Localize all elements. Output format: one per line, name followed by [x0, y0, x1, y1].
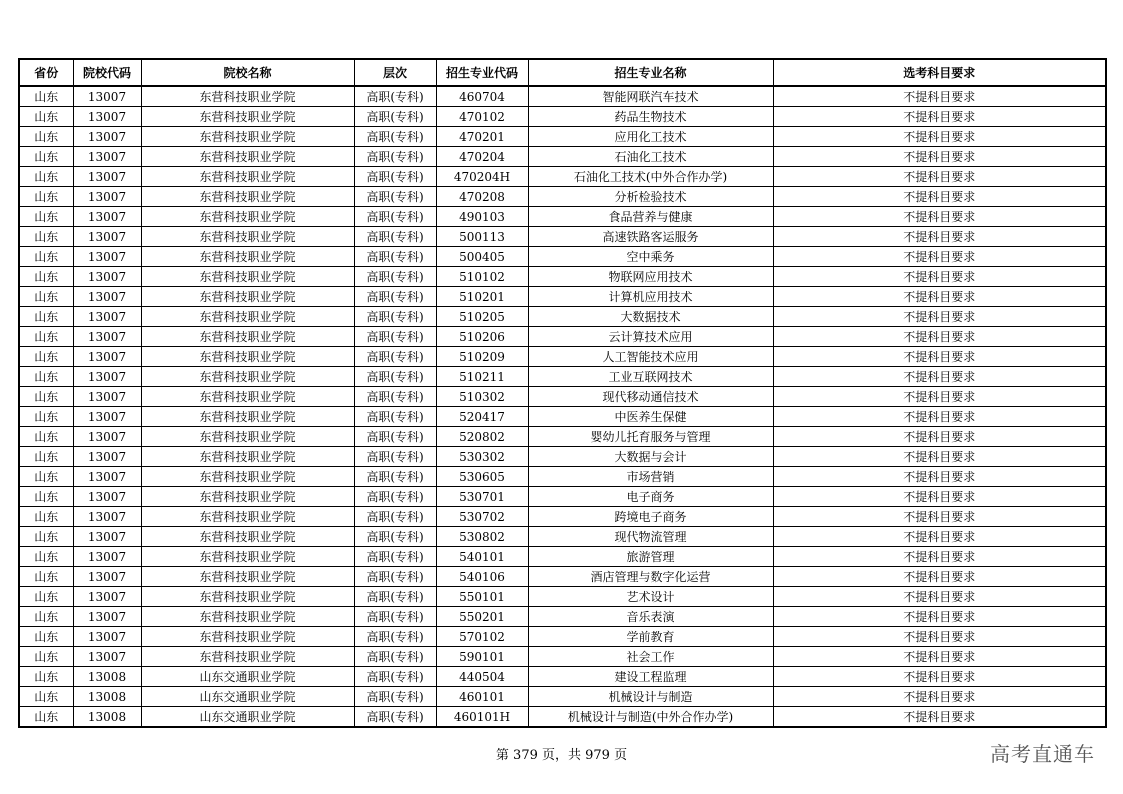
- cell-major-code: 530701: [436, 487, 528, 507]
- cell-school-code: 13007: [73, 347, 141, 367]
- table-row: [19, 527, 1106, 547]
- cell-school-code: 13007: [73, 507, 141, 527]
- cell-level: 高职(专科): [354, 467, 436, 487]
- cell-subject-requirement: 不提科目要求: [773, 607, 1106, 627]
- cell-level: 高职(专科): [354, 447, 436, 467]
- cell-province: 山东: [19, 507, 73, 527]
- cell-subject-requirement: 不提科目要求: [773, 307, 1106, 327]
- cell-school-code: 13007: [73, 387, 141, 407]
- cell-level: 高职(专科): [354, 607, 436, 627]
- cell-province: 山东: [19, 667, 73, 687]
- cell-school-code: 13007: [73, 207, 141, 227]
- cell-subject-requirement: 不提科目要求: [773, 407, 1106, 427]
- cell-subject-requirement: 不提科目要求: [773, 327, 1106, 347]
- table-row: [19, 86, 1106, 107]
- cell-school-name: 东营科技职业学院: [141, 627, 354, 647]
- cell-major-code: 470204: [436, 147, 528, 167]
- cell-major-code: 530605: [436, 467, 528, 487]
- cell-major-code: 510206: [436, 327, 528, 347]
- header-school-name: 院校名称: [141, 59, 354, 86]
- cell-level: 高职(专科): [354, 327, 436, 347]
- cell-school-name: 东营科技职业学院: [141, 147, 354, 167]
- table-row: [19, 547, 1106, 567]
- cell-level: 高职(专科): [354, 687, 436, 707]
- cell-level: 高职(专科): [354, 527, 436, 547]
- cell-province: 山东: [19, 267, 73, 287]
- cell-province: 山东: [19, 287, 73, 307]
- cell-subject-requirement: 不提科目要求: [773, 147, 1106, 167]
- table-row: [19, 367, 1106, 387]
- watermark-text: 高考直通车: [990, 742, 1095, 766]
- cell-province: 山东: [19, 187, 73, 207]
- cell-school-name: 山东交通职业学院: [141, 667, 354, 687]
- cell-school-code: 13007: [73, 567, 141, 587]
- cell-subject-requirement: 不提科目要求: [773, 187, 1106, 207]
- cell-province: 山东: [19, 487, 73, 507]
- table-row: [19, 407, 1106, 427]
- cell-major-name: 旅游管理: [528, 547, 773, 567]
- cell-level: 高职(专科): [354, 187, 436, 207]
- cell-school-code: 13007: [73, 227, 141, 247]
- cell-level: 高职(专科): [354, 627, 436, 647]
- cell-subject-requirement: 不提科目要求: [773, 387, 1106, 407]
- cell-province: 山东: [19, 607, 73, 627]
- cell-level: 高职(专科): [354, 647, 436, 667]
- cell-school-code: 13008: [73, 667, 141, 687]
- cell-school-code: 13007: [73, 86, 141, 107]
- cell-school-code: 13007: [73, 547, 141, 567]
- cell-major-name: 大数据技术: [528, 307, 773, 327]
- cell-major-code: 500405: [436, 247, 528, 267]
- cell-school-name: 东营科技职业学院: [141, 86, 354, 107]
- cell-school-name: 东营科技职业学院: [141, 287, 354, 307]
- cell-subject-requirement: 不提科目要求: [773, 287, 1106, 307]
- cell-major-code: 510302: [436, 387, 528, 407]
- table-row: [19, 567, 1106, 587]
- cell-major-name: 酒店管理与数字化运营: [528, 567, 773, 587]
- cell-level: 高职(专科): [354, 367, 436, 387]
- cell-major-name: 市场营销: [528, 467, 773, 487]
- table-row: [19, 287, 1106, 307]
- cell-major-code: 520802: [436, 427, 528, 447]
- cell-province: 山东: [19, 567, 73, 587]
- cell-major-code: 510209: [436, 347, 528, 367]
- cell-school-name: 东营科技职业学院: [141, 387, 354, 407]
- table-row: [19, 227, 1106, 247]
- header-school-code: 院校代码: [73, 59, 141, 86]
- cell-province: 山东: [19, 587, 73, 607]
- cell-major-code: 490103: [436, 207, 528, 227]
- cell-major-code: 550201: [436, 607, 528, 627]
- cell-school-name: 东营科技职业学院: [141, 427, 354, 447]
- table-row: [19, 147, 1106, 167]
- cell-province: 山东: [19, 127, 73, 147]
- cell-school-name: 东营科技职业学院: [141, 367, 354, 387]
- cell-major-name: 物联网应用技术: [528, 267, 773, 287]
- cell-level: 高职(专科): [354, 547, 436, 567]
- cell-school-code: 13007: [73, 647, 141, 667]
- cell-major-code: 440504: [436, 667, 528, 687]
- table-row: [19, 707, 1106, 728]
- cell-level: 高职(专科): [354, 287, 436, 307]
- table-row: [19, 487, 1106, 507]
- cell-school-code: 13007: [73, 427, 141, 447]
- header-major-name: 招生专业名称: [528, 59, 773, 86]
- cell-province: 山东: [19, 247, 73, 267]
- cell-subject-requirement: 不提科目要求: [773, 547, 1106, 567]
- cell-subject-requirement: 不提科目要求: [773, 567, 1106, 587]
- cell-school-name: 东营科技职业学院: [141, 307, 354, 327]
- cell-province: 山东: [19, 207, 73, 227]
- cell-school-name: 东营科技职业学院: [141, 167, 354, 187]
- table-row: [19, 267, 1106, 287]
- cell-school-code: 13007: [73, 447, 141, 467]
- table-row: [19, 107, 1106, 127]
- cell-major-code: 520417: [436, 407, 528, 427]
- cell-level: 高职(专科): [354, 207, 436, 227]
- cell-major-code: 510102: [436, 267, 528, 287]
- cell-school-code: 13007: [73, 407, 141, 427]
- cell-school-code: 13008: [73, 707, 141, 728]
- cell-province: 山东: [19, 86, 73, 107]
- cell-level: 高职(专科): [354, 86, 436, 107]
- cell-province: 山东: [19, 647, 73, 667]
- cell-subject-requirement: 不提科目要求: [773, 647, 1106, 667]
- cell-province: 山东: [19, 427, 73, 447]
- table-row: [19, 447, 1106, 467]
- cell-school-name: 东营科技职业学院: [141, 587, 354, 607]
- cell-school-name: 东营科技职业学院: [141, 567, 354, 587]
- cell-major-name: 应用化工技术: [528, 127, 773, 147]
- cell-major-name: 智能网联汽车技术: [528, 86, 773, 107]
- cell-school-code: 13007: [73, 127, 141, 147]
- cell-major-name: 电子商务: [528, 487, 773, 507]
- cell-major-name: 计算机应用技术: [528, 287, 773, 307]
- cell-major-code: 470201: [436, 127, 528, 147]
- cell-subject-requirement: 不提科目要求: [773, 667, 1106, 687]
- cell-province: 山东: [19, 227, 73, 247]
- cell-major-name: 现代移动通信技术: [528, 387, 773, 407]
- cell-school-name: 东营科技职业学院: [141, 327, 354, 347]
- table-row: [19, 307, 1106, 327]
- cell-province: 山东: [19, 547, 73, 567]
- cell-level: 高职(专科): [354, 667, 436, 687]
- cell-major-code: 460704: [436, 86, 528, 107]
- cell-school-code: 13007: [73, 487, 141, 507]
- cell-major-name: 人工智能技术应用: [528, 347, 773, 367]
- cell-level: 高职(专科): [354, 107, 436, 127]
- cell-province: 山东: [19, 527, 73, 547]
- cell-major-code: 550101: [436, 587, 528, 607]
- cell-school-code: 13007: [73, 287, 141, 307]
- cell-province: 山东: [19, 367, 73, 387]
- cell-subject-requirement: 不提科目要求: [773, 427, 1106, 447]
- cell-major-name: 分析检验技术: [528, 187, 773, 207]
- table-row: [19, 387, 1106, 407]
- cell-subject-requirement: 不提科目要求: [773, 587, 1106, 607]
- cell-school-code: 13007: [73, 147, 141, 167]
- header-level: 层次: [354, 59, 436, 86]
- cell-major-name: 食品营养与健康: [528, 207, 773, 227]
- cell-major-code: 470102: [436, 107, 528, 127]
- cell-major-name: 机械设计与制造: [528, 687, 773, 707]
- cell-school-name: 东营科技职业学院: [141, 407, 354, 427]
- cell-province: 山东: [19, 467, 73, 487]
- cell-subject-requirement: 不提科目要求: [773, 207, 1106, 227]
- cell-major-code: 530802: [436, 527, 528, 547]
- table-row: [19, 607, 1106, 627]
- table-row: [19, 167, 1106, 187]
- cell-major-name: 大数据与会计: [528, 447, 773, 467]
- table-header: [19, 59, 1106, 86]
- cell-major-code: 530702: [436, 507, 528, 527]
- cell-subject-requirement: 不提科目要求: [773, 467, 1106, 487]
- cell-level: 高职(专科): [354, 167, 436, 187]
- cell-major-name: 石油化工技术(中外合作办学): [528, 167, 773, 187]
- cell-major-name: 现代物流管理: [528, 527, 773, 547]
- cell-school-name: 东营科技职业学院: [141, 647, 354, 667]
- table-row: [19, 687, 1106, 707]
- cell-major-code: 510201: [436, 287, 528, 307]
- cell-major-name: 婴幼儿托育服务与管理: [528, 427, 773, 447]
- header-subject-requirement: 选考科目要求: [773, 59, 1106, 86]
- cell-school-code: 13007: [73, 627, 141, 647]
- cell-province: 山东: [19, 627, 73, 647]
- cell-school-code: 13007: [73, 307, 141, 327]
- cell-school-name: 东营科技职业学院: [141, 467, 354, 487]
- cell-level: 高职(专科): [354, 147, 436, 167]
- cell-school-name: 山东交通职业学院: [141, 707, 354, 728]
- cell-major-name: 药品生物技术: [528, 107, 773, 127]
- cell-school-code: 13007: [73, 187, 141, 207]
- cell-subject-requirement: 不提科目要求: [773, 167, 1106, 187]
- cell-major-code: 470204H: [436, 167, 528, 187]
- cell-school-name: 东营科技职业学院: [141, 487, 354, 507]
- cell-school-code: 13007: [73, 607, 141, 627]
- cell-school-name: 东营科技职业学院: [141, 187, 354, 207]
- cell-major-name: 建设工程监理: [528, 667, 773, 687]
- cell-subject-requirement: 不提科目要求: [773, 127, 1106, 147]
- cell-level: 高职(专科): [354, 587, 436, 607]
- cell-subject-requirement: 不提科目要求: [773, 347, 1106, 367]
- cell-major-name: 学前教育: [528, 627, 773, 647]
- cell-major-code: 500113: [436, 227, 528, 247]
- cell-school-code: 13007: [73, 587, 141, 607]
- cell-subject-requirement: 不提科目要求: [773, 447, 1106, 467]
- cell-level: 高职(专科): [354, 387, 436, 407]
- cell-school-name: 东营科技职业学院: [141, 107, 354, 127]
- cell-major-code: 590101: [436, 647, 528, 667]
- cell-province: 山东: [19, 447, 73, 467]
- cell-major-code: 530302: [436, 447, 528, 467]
- cell-school-code: 13008: [73, 687, 141, 707]
- admission-table: [18, 58, 1107, 728]
- cell-school-name: 东营科技职业学院: [141, 347, 354, 367]
- table-row: [19, 647, 1106, 667]
- cell-subject-requirement: 不提科目要求: [773, 507, 1106, 527]
- cell-major-code: 570102: [436, 627, 528, 647]
- cell-level: 高职(专科): [354, 267, 436, 287]
- table-row: [19, 427, 1106, 447]
- cell-level: 高职(专科): [354, 707, 436, 728]
- table-row: [19, 247, 1106, 267]
- cell-subject-requirement: 不提科目要求: [773, 86, 1106, 107]
- cell-province: 山东: [19, 407, 73, 427]
- cell-major-code: 460101: [436, 687, 528, 707]
- table-row: [19, 587, 1106, 607]
- cell-major-name: 社会工作: [528, 647, 773, 667]
- cell-province: 山东: [19, 687, 73, 707]
- cell-province: 山东: [19, 167, 73, 187]
- cell-school-name: 东营科技职业学院: [141, 447, 354, 467]
- cell-school-name: 东营科技职业学院: [141, 507, 354, 527]
- cell-subject-requirement: 不提科目要求: [773, 107, 1106, 127]
- cell-major-name: 云计算技术应用: [528, 327, 773, 347]
- table-body: [19, 86, 1106, 727]
- cell-province: 山东: [19, 147, 73, 167]
- table-row: [19, 467, 1106, 487]
- cell-major-name: 跨境电子商务: [528, 507, 773, 527]
- header-major-code: 招生专业代码: [436, 59, 528, 86]
- cell-school-name: 东营科技职业学院: [141, 547, 354, 567]
- cell-major-name: 石油化工技术: [528, 147, 773, 167]
- cell-major-code: 510211: [436, 367, 528, 387]
- cell-level: 高职(专科): [354, 487, 436, 507]
- cell-major-name: 艺术设计: [528, 587, 773, 607]
- cell-subject-requirement: 不提科目要求: [773, 247, 1106, 267]
- cell-school-code: 13007: [73, 527, 141, 547]
- cell-school-name: 东营科技职业学院: [141, 247, 354, 267]
- cell-school-code: 13007: [73, 327, 141, 347]
- cell-major-name: 中医养生保健: [528, 407, 773, 427]
- cell-school-name: 东营科技职业学院: [141, 207, 354, 227]
- cell-province: 山东: [19, 307, 73, 327]
- cell-province: 山东: [19, 107, 73, 127]
- cell-province: 山东: [19, 327, 73, 347]
- cell-school-code: 13007: [73, 107, 141, 127]
- cell-school-name: 东营科技职业学院: [141, 227, 354, 247]
- cell-level: 高职(专科): [354, 247, 436, 267]
- cell-school-code: 13007: [73, 247, 141, 267]
- cell-major-code: 470208: [436, 187, 528, 207]
- table-row: [19, 187, 1106, 207]
- cell-major-code: 540106: [436, 567, 528, 587]
- cell-level: 高职(专科): [354, 347, 436, 367]
- cell-school-name: 东营科技职业学院: [141, 527, 354, 547]
- cell-school-code: 13007: [73, 167, 141, 187]
- cell-level: 高职(专科): [354, 127, 436, 147]
- cell-school-name: 山东交通职业学院: [141, 687, 354, 707]
- cell-subject-requirement: 不提科目要求: [773, 707, 1106, 728]
- cell-school-name: 东营科技职业学院: [141, 607, 354, 627]
- cell-major-name: 音乐表演: [528, 607, 773, 627]
- header-row: [19, 59, 1106, 86]
- cell-school-code: 13007: [73, 267, 141, 287]
- cell-major-code: 540101: [436, 547, 528, 567]
- table-row: [19, 667, 1106, 687]
- cell-school-name: 东营科技职业学院: [141, 127, 354, 147]
- cell-major-name: 工业互联网技术: [528, 367, 773, 387]
- cell-level: 高职(专科): [354, 567, 436, 587]
- table-row: [19, 327, 1106, 347]
- table-row: [19, 207, 1106, 227]
- table-row: [19, 127, 1106, 147]
- cell-major-name: 机械设计与制造(中外合作办学): [528, 707, 773, 728]
- cell-level: 高职(专科): [354, 407, 436, 427]
- cell-subject-requirement: 不提科目要求: [773, 487, 1106, 507]
- cell-subject-requirement: 不提科目要求: [773, 627, 1106, 647]
- cell-school-code: 13007: [73, 467, 141, 487]
- cell-major-code: 460101H: [436, 707, 528, 728]
- cell-major-name: 高速铁路客运服务: [528, 227, 773, 247]
- table-row: [19, 627, 1106, 647]
- cell-province: 山东: [19, 387, 73, 407]
- cell-subject-requirement: 不提科目要求: [773, 227, 1106, 247]
- cell-province: 山东: [19, 707, 73, 728]
- cell-subject-requirement: 不提科目要求: [773, 367, 1106, 387]
- page-number: 第 379 页，共 979 页: [495, 748, 628, 763]
- cell-level: 高职(专科): [354, 307, 436, 327]
- cell-major-name: 空中乘务: [528, 247, 773, 267]
- cell-school-name: 东营科技职业学院: [141, 267, 354, 287]
- cell-level: 高职(专科): [354, 507, 436, 527]
- table-row: [19, 347, 1106, 367]
- cell-subject-requirement: 不提科目要求: [773, 267, 1106, 287]
- cell-level: 高职(专科): [354, 227, 436, 247]
- table-row: [19, 507, 1106, 527]
- cell-subject-requirement: 不提科目要求: [773, 687, 1106, 707]
- cell-province: 山东: [19, 347, 73, 367]
- cell-subject-requirement: 不提科目要求: [773, 527, 1106, 547]
- cell-level: 高职(专科): [354, 427, 436, 447]
- cell-major-code: 510205: [436, 307, 528, 327]
- header-province: 省份: [19, 59, 73, 86]
- cell-school-code: 13007: [73, 367, 141, 387]
